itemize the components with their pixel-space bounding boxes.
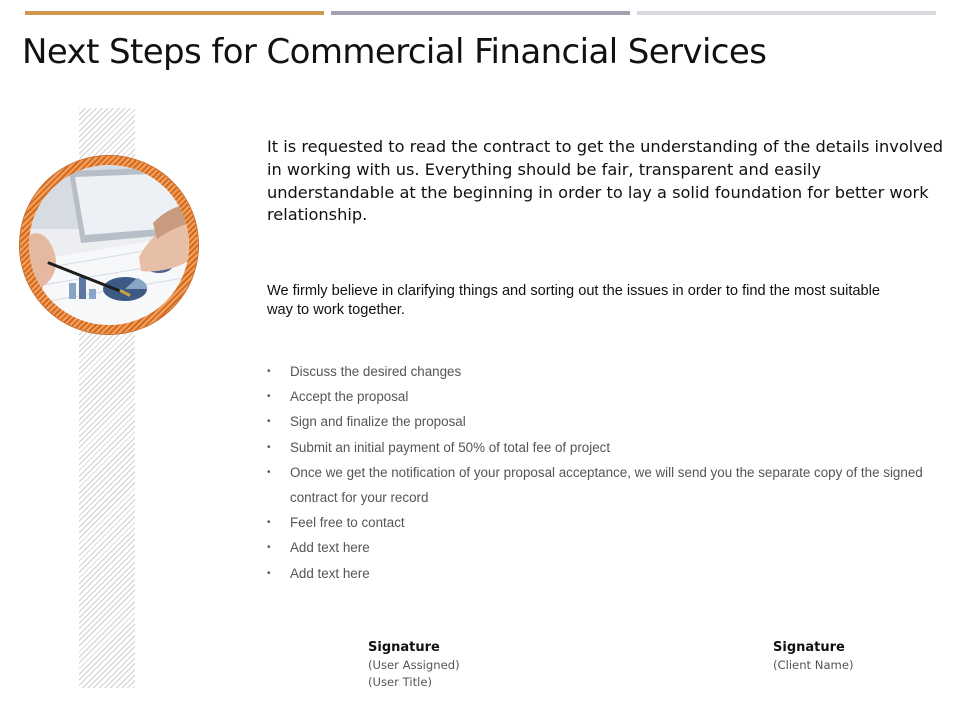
bullet-icon: •	[267, 416, 271, 428]
bullet-icon: •	[267, 567, 271, 579]
list-item-text: Sign and finalize the proposal	[290, 414, 466, 430]
accent-bar-slate	[331, 11, 630, 15]
bullet-icon: •	[267, 391, 271, 403]
client-signature-block	[773, 639, 854, 674]
accent-bar-light	[637, 11, 936, 15]
list-item-text: Add text here	[290, 565, 370, 581]
list-item-text: Feel free to contact	[290, 515, 405, 531]
list-item-text: Submit an initial payment of 50% of total fee of project	[290, 439, 611, 455]
intro-paragraph: It is requested to read the contract to get the understanding of the details involved in working with us. Everything should be fair, transparent and easily understandable at the beginning in order to lay a solid foundation for better work relationship.	[267, 137, 944, 225]
list-item-text: Discuss the desired changes	[290, 364, 462, 379]
list-item	[267, 384, 927, 409]
list-item	[267, 535, 927, 560]
photo-frame	[20, 156, 198, 334]
bullet-icon: •	[267, 542, 271, 554]
list-item	[267, 435, 927, 460]
user-assigned-label: (User Assigned)	[368, 658, 460, 672]
bullet-icon: •	[267, 441, 271, 453]
user-title-label: (User Title)	[368, 675, 433, 689]
signature-label: Signature	[773, 640, 845, 655]
list-item-text: Accept the proposal	[290, 389, 409, 405]
signature-label: Signature	[368, 640, 440, 655]
bullet-icon: •	[267, 517, 271, 529]
belief-paragraph: We firmly believe in clarifying things and sorting out the issues in order to find the most suitable way to work together.	[267, 283, 880, 318]
business-document-photo	[29, 165, 189, 325]
list-item	[267, 561, 927, 586]
list-item	[267, 460, 927, 510]
list-item-text: Add text here	[290, 540, 370, 556]
user-signature-block	[368, 639, 460, 691]
accent-bar-orange	[25, 11, 324, 15]
list-item	[267, 409, 927, 434]
list-item	[267, 359, 927, 384]
list-item	[267, 510, 927, 535]
page-title: Next Steps for Commercial Financial Services	[22, 32, 767, 72]
client-name-label: (Client Name)	[773, 658, 854, 672]
next-steps-list	[267, 359, 927, 586]
list-item-text: Once we get the notification of your proposal acceptance, we will send you the separate copy of the signed contract for your record	[290, 464, 923, 506]
bullet-icon: •	[267, 466, 271, 478]
bullet-icon: •	[267, 366, 271, 377]
